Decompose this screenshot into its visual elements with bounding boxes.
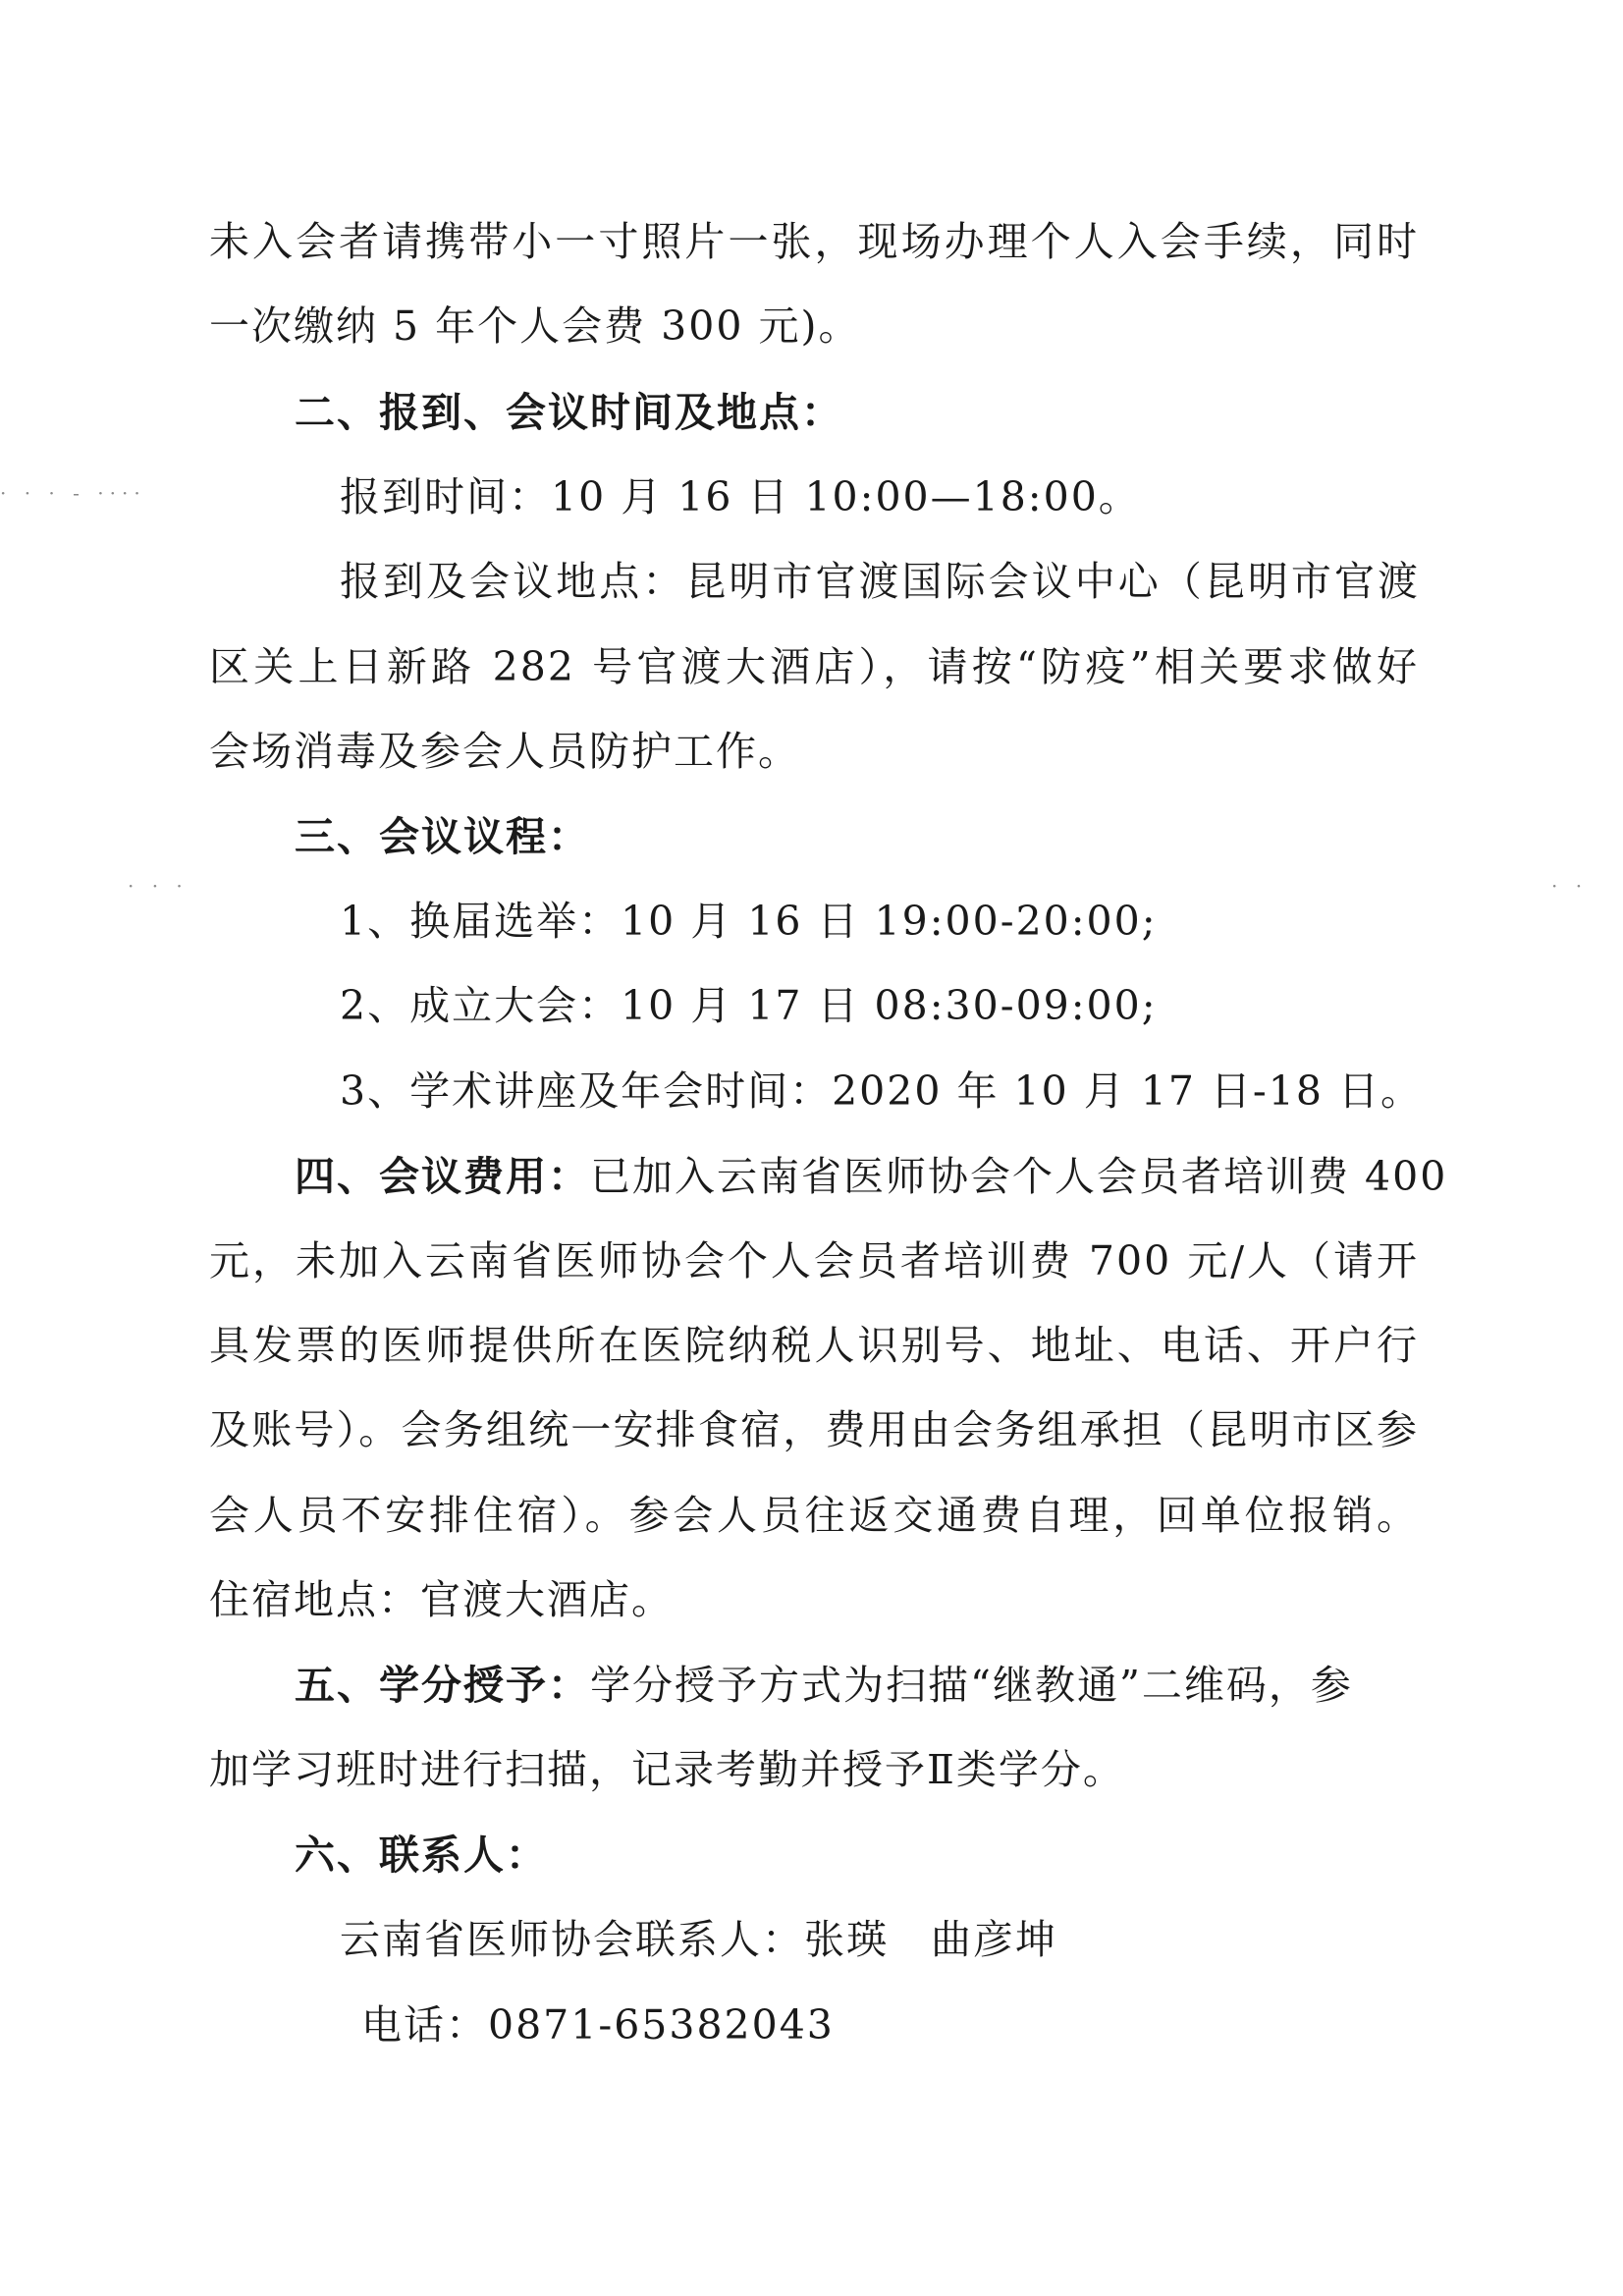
agenda-item-1: 1、换届选举：10 月 16 日 19:00-20:00; — [340, 898, 1158, 945]
contact-phone: 电话：0871-65382043 — [361, 2001, 835, 2049]
intro-line-1: 未入会者请携带小一寸照片一张，现场办理个人入会手续，同时 — [209, 218, 1419, 265]
section-4-heading: 四、会议费用： — [295, 1153, 590, 1200]
fees-line-1: 已加入云南省医师协会个人会员者培训费 400 — [590, 1153, 1448, 1200]
scan-specks-left: · · · - ···· — [0, 481, 146, 505]
section-2-heading: 二、报到、会议时间及地点： — [295, 389, 843, 436]
fees-line-2: 元，未加入云南省医师协会个人会员者培训费 700 元/人（请开 — [209, 1237, 1419, 1285]
checkin-time: 报到时间：10 月 16 日 10:00—18:00。 — [340, 473, 1141, 520]
scan-specks-mid: · · · — [128, 874, 189, 898]
section-3-heading: 三、会议议程： — [295, 813, 590, 860]
venue-line-3: 会场消毒及参会人员防护工作。 — [209, 728, 800, 775]
fees-line-3: 具发票的医师提供所在医院纳税人识别号、地址、电话、开户行 — [209, 1322, 1419, 1369]
section-5-heading: 五、学分授予： — [295, 1662, 590, 1709]
agenda-item-2: 2、成立大会：10 月 17 日 08:30-09:00; — [340, 982, 1158, 1029]
agenda-item-3: 3、学术讲座及年会时间：2020 年 10 月 17 日-18 日。 — [340, 1067, 1423, 1115]
venue-line-1: 报到及会议地点：昆明市官渡国际会议中心（昆明市官渡 — [340, 558, 1420, 605]
intro-line-2: 一次缴纳 5 年个人会费 300 元)。 — [209, 302, 861, 350]
credits-line-2: 加学习班时进行扫描，记录考勤并授予Ⅱ类学分。 — [209, 1746, 1125, 1793]
section-6-heading: 六、联系人： — [295, 1831, 548, 1879]
fees-line-6: 住宿地点：官渡大酒店。 — [209, 1576, 674, 1623]
contact-names: 云南省医师协会联系人：张瑛 曲彦坤 — [340, 1916, 1057, 1963]
fees-line-5: 会人员不安排住宿）。参会人员往返交通费自理，回单位报销。 — [209, 1492, 1419, 1539]
scan-specks-right: · · — [1551, 874, 1589, 898]
credits-line-1: 学分授予方式为扫描“继教通”二维码，参 — [590, 1662, 1353, 1709]
credits-line-1-row — [295, 1658, 1353, 1713]
fees-line-4: 及账号）。会务组统一安排食宿，费用由会务组承担（昆明市区参 — [209, 1406, 1419, 1453]
venue-line-2: 区关上日新路 282 号官渡大酒店），请按“防疫”相关要求做好 — [209, 643, 1419, 690]
fees-line-1-row — [295, 1149, 1447, 1204]
